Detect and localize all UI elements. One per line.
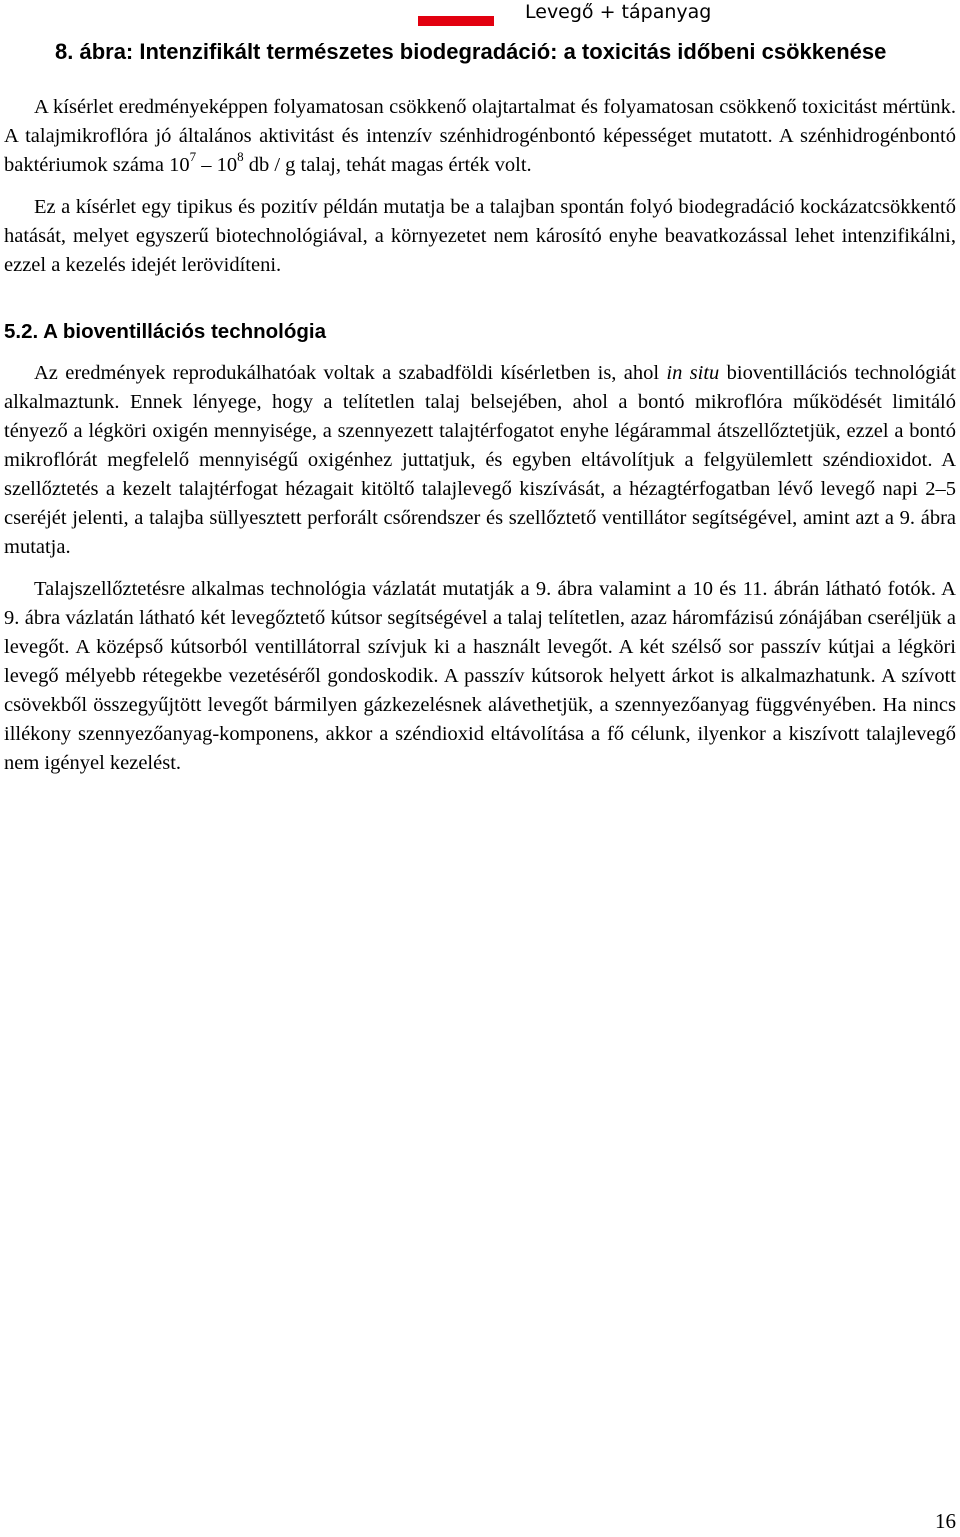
page-number: 16 xyxy=(935,1509,956,1533)
paragraph-bioventing-technology: Talajszellőztetésre alkalmas technológia vázlatát mutatják a 9. ábra valamint a 10 és 11. ábrán látható fotók. A 9. ábra vázlatán látható két levegőztető kútsor segítségével a talaj telítetlen, azaz háromfázisú zónájában cseréljük a levegőt. A középső kútsorból ventillátorral szívjuk ki a használt levegőt. A két szélső sor passzív kútjai a légköri levegő mélyebb rétegekbe vezetéséről gondoskodik. A passzív kútsorok helyett árkot is alkalmazhatunk. A szívott csövekből összegyűjtött levegőt bármilyen gázkezelésnek alávethetjük, a szennyezőanyag függvényében. Ha nincs illékony szennyezőanyag-komponens, akkor a széndioxid eltávolítása a fő célunk, ilyenkor a kiszívott talajlevegő nem igényel kezelést. xyxy=(4,578,956,774)
paragraph-bioventing-intro xyxy=(4,359,956,562)
paragraph-text: db / g talaj, tehát magas érték volt. xyxy=(243,154,532,176)
paragraph-experiment-conclusion: Ez a kísérlet egy tipikus és pozitív példán mutatja be a talajban spontán folyó biodegradáció kockázatcsökkentő hatását, melyet egyszerű biotechnológiával, a környezetet nem károsító enyhe beavatkozással lehet intenzifikálni, ezzel a kezelés idejét lerövidíteni. xyxy=(4,196,956,276)
paragraph-text: Az eredmények reprodukálhatóak voltak a szabadföldi kísérletben is, ahol xyxy=(34,362,667,384)
superscript-exponent: 7 xyxy=(189,149,197,164)
legend-swatch-red xyxy=(418,16,494,26)
section-heading xyxy=(4,317,956,346)
superscript-exponent: 8 xyxy=(237,149,244,164)
figure-caption: 8. ábra: Intenzifikált természetes biodegradáció: a toxicitás időbeni csökkenése xyxy=(55,39,887,64)
section-title: A bioventillációs technológia xyxy=(43,320,327,343)
document-body xyxy=(4,93,956,778)
paragraph-experiment-results xyxy=(4,93,956,180)
paragraph-text: bioventillációs technológiát alkalmaztunk. Ennek lényege, hogy a telítetlen talaj belsejében, ahol a bontó mikroflóra működését limitáló tényező a légköri oxigén mennyisége, a szennyezett talajtérfogatot enyhe légárammal átszellőztetjük, ezzel a bontó mikroflórát megfelelő mennyiségű oxigénhez juttatjuk, és egyben eltávolítjuk a felgyülemlett széndioxidot. A szellőztetés a kezelt talajtérfogat hézagait kitöltő talajlevegő kiszívását, a hézagtérfogatban lévő levegő napi 2–5 cseréjét jelenti, a talajba süllyesztett perforált csőrendszer és szellőztető ventillátor segítségével, amint azt a 9. ábra mutatja. xyxy=(4,362,956,558)
italic-term: in situ xyxy=(666,362,720,384)
section-number: 5.2. xyxy=(4,320,39,343)
legend-label: Levegő + tápanyag xyxy=(525,1,712,23)
paragraph-text: – 10 xyxy=(196,154,238,176)
paragraph-text: A kísérlet eredményeképpen folyamatosan csökkenő olajtartalmat és folyamatosan csökkenő toxicitást mértünk. A talajmikroflóra jó általános aktivitást és intenzív szénhidrogénbontó képességet mutatott. A szénhidrogénbontó baktériumok száma 10 xyxy=(4,96,956,176)
